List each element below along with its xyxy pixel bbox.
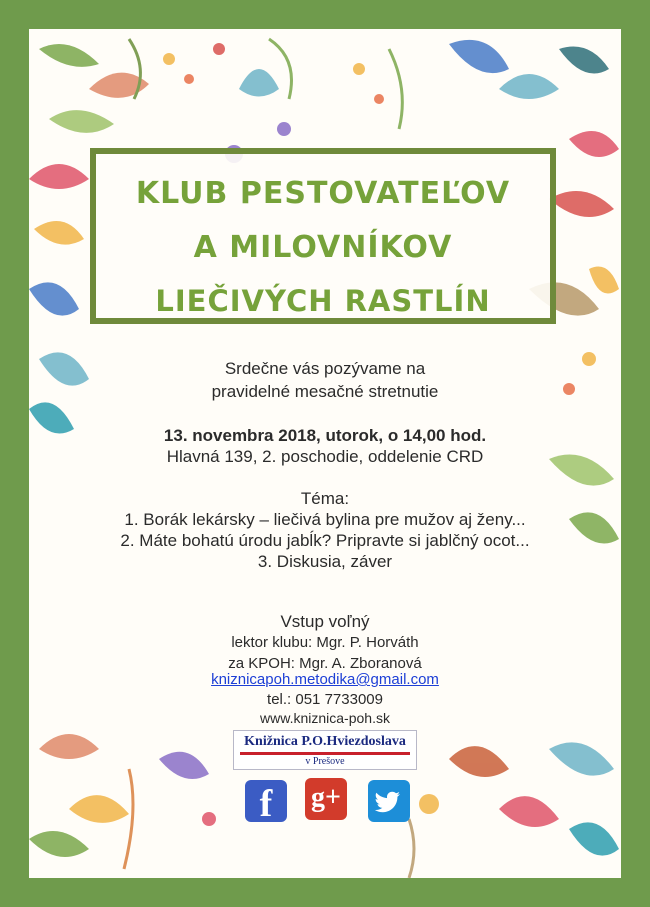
topic-item-3: 3. Diskusia, záver bbox=[257, 552, 393, 571]
library-logo-name: Knižnica P.O.Hviezdoslava bbox=[244, 734, 406, 749]
kpoh-line: za KPOH: Mgr. A. Zboranová bbox=[228, 655, 422, 672]
library-logo[interactable] bbox=[233, 730, 417, 770]
title-box bbox=[90, 148, 556, 324]
invite-line-2: pravidelné mesačné stretnutie bbox=[211, 382, 439, 401]
title-line-1: KLUB PESTOVATEĽOV bbox=[135, 176, 511, 211]
facebook-glyph: f bbox=[259, 783, 273, 825]
twitter-icon[interactable] bbox=[368, 780, 410, 822]
entry-free: Vstup voľný bbox=[280, 612, 370, 631]
event-place: Hlavná 139, 2. poschodie, oddelenie CRD bbox=[166, 447, 484, 466]
event-date: 13. novembra 2018, utorok, o 14,00 hod. bbox=[163, 426, 487, 445]
library-logo-stripe bbox=[240, 752, 410, 755]
phone-line: tel.: 051 7733009 bbox=[267, 691, 383, 708]
lector-line: lektor klubu: Mgr. P. Horváth bbox=[231, 634, 419, 651]
topics-heading: Téma: bbox=[300, 489, 350, 508]
website-link[interactable]: www.kniznica-poh.sk bbox=[260, 710, 390, 726]
title-line-3: LIEČIVÝCH RASTLÍN bbox=[155, 284, 491, 318]
topic-item-1: 1. Borák lekársky – liečivá bylina pre mužov aj ženy... bbox=[124, 510, 526, 529]
title-line-2: A MILOVNÍKOV bbox=[193, 230, 453, 265]
twitter-bird-icon bbox=[368, 780, 410, 822]
google-plus-icon[interactable] bbox=[305, 778, 347, 820]
invite-line-1: Srdečne vás pozývame na bbox=[224, 359, 426, 378]
topic-item-2: 2. Máte bohatú úrodu jabĺk? Pripravte si jablčný ocot... bbox=[120, 531, 530, 550]
email-link[interactable]: kniznicapoh.metodika@gmail.com bbox=[211, 671, 439, 688]
google-plus-glyph: g+ bbox=[311, 782, 341, 813]
facebook-icon[interactable] bbox=[245, 780, 287, 825]
library-logo-city: v Prešove bbox=[305, 756, 345, 767]
